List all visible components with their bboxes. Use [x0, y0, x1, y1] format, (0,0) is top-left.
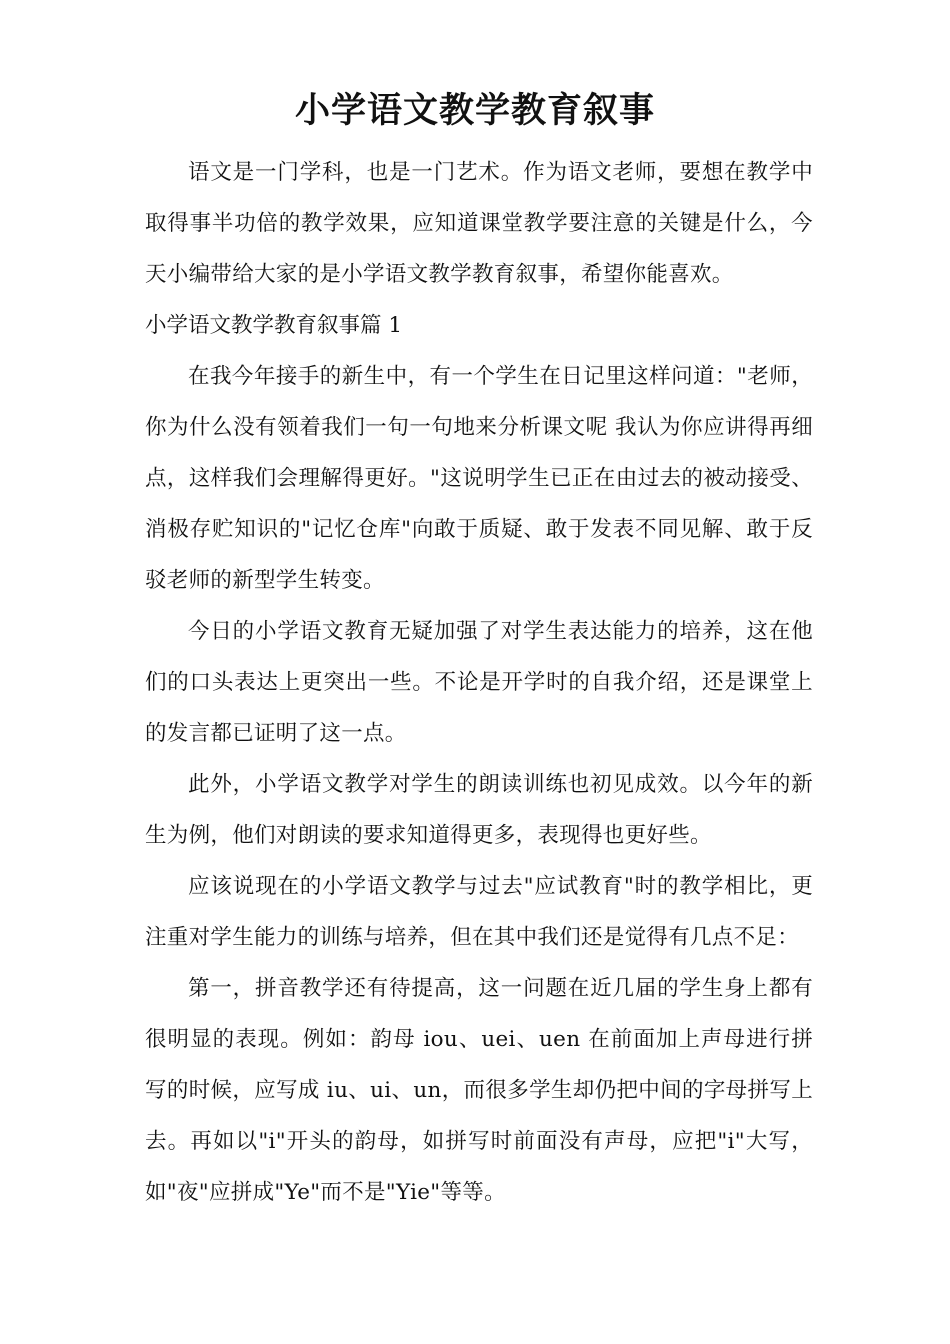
intro-paragraph: 语文是一门学科，也是一门艺术。作为语文老师，要想在教学中取得事半功倍的教学效果，应知道课堂教学要注意的关键是什么，今天小编带给大家的是小学语文教学教育叙事，希望你能喜欢。	[145, 160, 813, 287]
section-heading: 小学语文教学教育叙事篇 1	[145, 313, 403, 338]
body-paragraph-2: 今日的小学语文教育无疑加强了对学生表达能力的培养，这在他们的口头表达上更突出一些。不论是开学时的自我介绍，还是课堂上的发言都已证明了这一点。	[145, 619, 813, 746]
document-body	[145, 147, 813, 1218]
body-paragraph-1: 在我今年接手的新生中，有一个学生在日记里这样问道："老师，你为什么没有领着我们一句一句地来分析课文呢 我认为你应讲得再细点，这样我们会理解得更好。"这说明学生已正在由过去的被动接受、消极存贮知识的"记忆仓库"向敢于质疑、敢于发表不同见解、敢于反驳老师的新型学生转变。	[145, 364, 813, 593]
body-paragraph-3: 此外，小学语文教学对学生的朗读训练也初见成效。以今年的新生为例，他们对朗读的要求知道得更多，表现得也更好些。	[145, 772, 813, 848]
body-paragraph-4: 应该说现在的小学语文教学与过去"应试教育"时的教学相比，更注重对学生能力的训练与培养，但在其中我们还是觉得有几点不足：	[145, 874, 813, 950]
document-title: 小学语文教学教育叙事	[294, 90, 655, 131]
body-paragraph-5: 第一，拼音教学还有待提高，这一问题在近几届的学生身上都有很明显的表现。例如：韵母 iou、uei、uen 在前面加上声母进行拼写的时候，应写成 iu、ui、un，而很多学生却仍把中间的字母拼写上去。再如以"i"开头的韵母，如拼写时前面没有声母，应把"i"大写，如"夜"应拼成"Ye"而不是"Yie"等等。	[145, 976, 813, 1205]
